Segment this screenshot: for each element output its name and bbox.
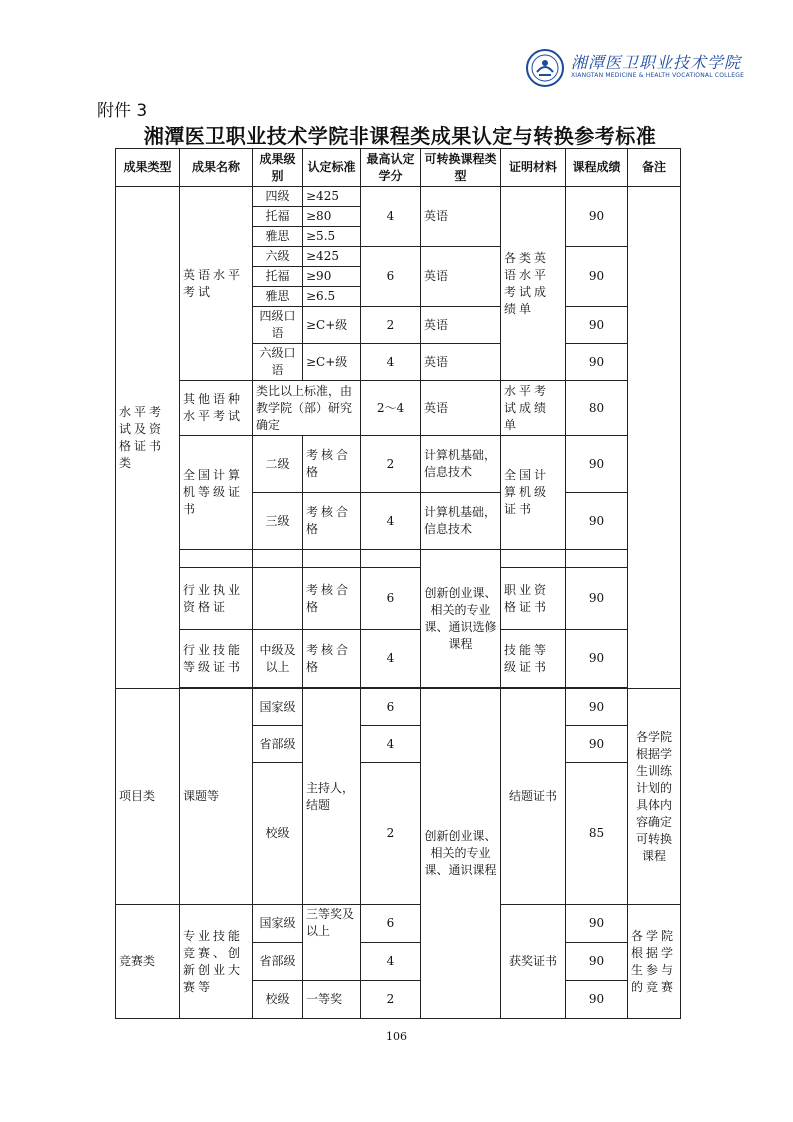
header-cell: 备注 (628, 149, 681, 187)
standard-cell: ≥425 (303, 247, 361, 267)
credit-cell: 6 (361, 247, 421, 307)
standard-cell: 三等奖及以上 (303, 905, 361, 981)
empty-cell (180, 550, 253, 568)
achievement-name-cell: 其他语种水平考试 (180, 381, 253, 436)
level-cell: 校级 (253, 763, 303, 905)
course-cell: 创新创业课、相关的专业课、通识课程 (421, 689, 501, 1019)
category-cell: 水平考试及资格证书类 (116, 187, 180, 689)
standard-cell: 主持人，结题 (303, 689, 361, 905)
level-cell: 国家级 (253, 905, 303, 943)
course-cell: 计算机基础，信息技术 (421, 493, 501, 550)
header-cell: 成果类型 (116, 149, 180, 187)
course-cell: 英语 (421, 307, 501, 344)
table-row (116, 550, 681, 568)
table-row (116, 630, 681, 688)
category-cell: 竞赛类 (116, 905, 180, 1019)
credit-cell: 4 (361, 943, 421, 981)
header-cell: 成果级别 (253, 149, 303, 187)
standard-cell: ≥5.5 (303, 227, 361, 247)
proof-cell: 获奖证书 (501, 905, 566, 1019)
achievement-name-cell: 课题等 (180, 689, 253, 905)
credit-cell: 2 (361, 436, 421, 493)
credit-cell: 2 (361, 981, 421, 1019)
standard-cell: 考核合格 (303, 436, 361, 493)
level-cell: 六级 (253, 247, 303, 267)
proof-cell: 全国计算机级证书 (501, 436, 566, 550)
achievement-name-cell: 专业技能竞赛、创新创业大赛等 (180, 905, 253, 1019)
credit-cell: 4 (361, 493, 421, 550)
standard-cell: ≥80 (303, 207, 361, 227)
score-cell: 90 (566, 981, 628, 1019)
score-cell: 90 (566, 726, 628, 763)
course-cell: 英语 (421, 381, 501, 436)
course-cell: 英语 (421, 344, 501, 381)
standard-cell: 类比以上标准，由教学院（部）研究确定 (253, 381, 361, 436)
score-cell: 90 (566, 247, 628, 307)
level-cell: 校级 (253, 981, 303, 1019)
table-row (116, 436, 681, 493)
level-cell: 二级 (253, 436, 303, 493)
score-cell: 90 (566, 436, 628, 493)
level-cell: 三级 (253, 493, 303, 550)
empty-cell (566, 550, 628, 568)
credit-cell: 2 (361, 763, 421, 905)
score-cell: 85 (566, 763, 628, 905)
achievement-name-cell: 行业技能等级证书 (180, 630, 253, 688)
standard-cell: 考核合格 (303, 493, 361, 550)
score-cell: 80 (566, 381, 628, 436)
level-cell: 雅思 (253, 227, 303, 247)
table-row (116, 187, 681, 207)
header-cell: 最高认定学分 (361, 149, 421, 187)
achievement-name-cell: 全国计算机等级证书 (180, 436, 253, 550)
credit-cell: 4 (361, 187, 421, 247)
standard-cell: ≥C+级 (303, 344, 361, 381)
table-header-row (116, 149, 681, 187)
course-cell: 英语 (421, 247, 501, 307)
logo-chinese-name: 湘潭医卫职业技术学院 (571, 53, 742, 72)
standards-table (115, 148, 681, 1019)
achievement-name-cell: 英语水平考试 (180, 187, 253, 381)
credit-cell: 2～4 (361, 381, 421, 436)
score-cell: 90 (566, 187, 628, 247)
credit-cell: 4 (361, 630, 421, 688)
level-cell: 托福 (253, 207, 303, 227)
standard-cell: ≥425 (303, 187, 361, 207)
score-cell: 90 (566, 905, 628, 943)
proof-cell: 技能等级证书 (501, 630, 566, 688)
proof-cell: 职业资格证书 (501, 568, 566, 630)
college-emblem-icon (525, 48, 565, 88)
standard-cell: 考核合格 (303, 568, 361, 630)
credit-cell: 4 (361, 344, 421, 381)
level-cell: 托福 (253, 267, 303, 287)
table-row (116, 381, 681, 436)
note-cell: 各学院根据学生训练计划的具体内容确定可转换课程 (628, 689, 681, 905)
level-cell (253, 568, 303, 630)
level-cell: 国家级 (253, 689, 303, 726)
course-cell: 计算机基础，信息技术 (421, 436, 501, 493)
level-cell: 四级口语 (253, 307, 303, 344)
page-title: 湘潭医卫职业技术学院非课程类成果认定与转换参考标准 (143, 124, 657, 148)
table-row (116, 689, 681, 726)
level-cell: 四级 (253, 187, 303, 207)
standard-cell: ≥6.5 (303, 287, 361, 307)
page-number: 106 (386, 1030, 407, 1043)
score-cell: 90 (566, 493, 628, 550)
course-cell: 创新创业课、相关的专业课、通识选修课程 (421, 550, 501, 688)
score-cell: 90 (566, 307, 628, 344)
category-cell: 项目类 (116, 689, 180, 905)
score-cell: 90 (566, 630, 628, 688)
course-cell: 英语 (421, 187, 501, 247)
empty-cell (303, 550, 361, 568)
credit-cell: 6 (361, 905, 421, 943)
attachment-label: 附件 3 (97, 101, 148, 121)
proof-cell: 水平考试成绩单 (501, 381, 566, 436)
header-cell: 证明材料 (501, 149, 566, 187)
level-cell: 雅思 (253, 287, 303, 307)
standard-cell: ≥C+级 (303, 307, 361, 344)
credit-cell: 6 (361, 568, 421, 630)
level-cell: 省部级 (253, 726, 303, 763)
table-row (116, 905, 681, 943)
proof-cell: 结题证书 (501, 689, 566, 905)
header-cell: 认定标准 (303, 149, 361, 187)
logo-english-name: XIANGTAN MEDICINE & HEALTH VOCATIONAL COLLEGE (571, 72, 745, 79)
score-cell: 90 (566, 344, 628, 381)
achievement-name-cell: 行业执业资格证 (180, 568, 253, 630)
header-cell: 成果名称 (180, 149, 253, 187)
note-cell (628, 187, 681, 689)
table-row (116, 568, 681, 630)
empty-cell (253, 550, 303, 568)
credit-cell: 6 (361, 689, 421, 726)
score-cell: 90 (566, 568, 628, 630)
proof-cell: 各类英语水平考试成绩单 (501, 187, 566, 381)
level-cell: 中级及以上 (253, 630, 303, 688)
empty-cell (361, 550, 421, 568)
note-cell: 各学院根据学生参与的竞赛 (628, 905, 681, 1019)
empty-cell (501, 550, 566, 568)
level-cell: 省部级 (253, 943, 303, 981)
standard-cell: 考核合格 (303, 630, 361, 688)
standard-cell: ≥90 (303, 267, 361, 287)
score-cell: 90 (566, 689, 628, 726)
standard-cell: 一等奖 (303, 981, 361, 1019)
level-cell: 六级口语 (253, 344, 303, 381)
college-logo (525, 44, 745, 92)
header-cell: 课程成绩 (566, 149, 628, 187)
credit-cell: 4 (361, 726, 421, 763)
credit-cell: 2 (361, 307, 421, 344)
header-cell: 可转换课程类型 (421, 149, 501, 187)
score-cell: 90 (566, 943, 628, 981)
